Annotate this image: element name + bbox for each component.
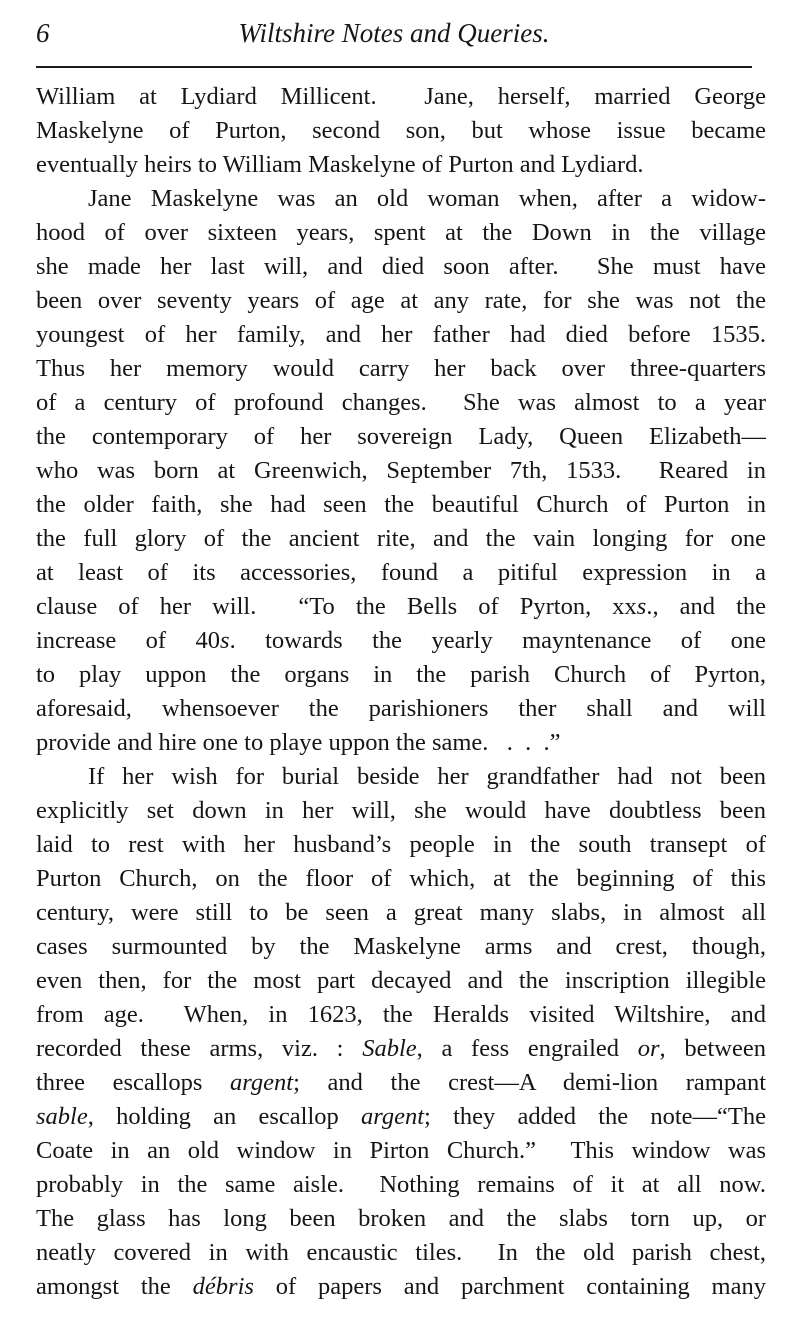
text-segment: increase of 40 [36,627,221,654]
text-segment: , holding an escallop [87,1103,361,1130]
text-line [36,556,766,590]
text-line [36,420,766,454]
text-segment: from age. When, in 1623, the Heralds visited Wiltshire, and [36,1001,766,1028]
text-line [36,318,766,352]
text-line [36,964,766,998]
italic-text-segment: argent [360,1103,425,1130]
text-line [36,896,766,930]
italic-text-segment: argent [230,1069,294,1096]
text-line [36,250,766,284]
text-segment: at least of its accessories, found a pitiful expression in a [36,559,766,586]
text-segment: who was born at Greenwich, September 7th, 1533. Reared in [36,457,766,484]
text-line [36,1100,766,1134]
text-line [36,590,766,624]
text-segment: aforesaid, whensoever the parishioners ther shall and will [36,695,766,722]
text-segment: recorded these arms, viz. : [36,1035,363,1062]
text-segment: provide and hire one to playe uppon the same. . . .” [36,729,561,756]
text-segment: clause of her will. “To the Bells of Pyrton, xx [36,593,637,620]
text-segment: Maskelyne of Purton, second son, but whose issue became [36,117,766,144]
text-segment: been over seventy years of age at any rate, for she was not the [36,287,766,314]
text-segment: the contemporary of her sovereign Lady, Queen Elizabeth— [36,423,766,450]
text-line [36,1202,766,1236]
text-segment: laid to rest with her husband’s people in the south transept of [36,831,766,858]
text-line [36,930,766,964]
text-segment: explicitly set down in her will, she would have doubtless been [36,797,766,824]
header-rule [36,66,752,68]
text-line [36,828,766,862]
text-line [36,794,766,828]
text-segment: Coate in an old window in Pirton Church.” This window was [36,1137,766,1164]
body-text [36,80,766,1304]
italic-text-segment: s [636,593,647,620]
running-title: Wiltshire Notes and Queries. [238,18,550,48]
text-line [36,624,766,658]
text-segment: ., and the [646,593,766,620]
text-segment: the older faith, she had seen the beautiful Church of Purton in [36,491,766,518]
italic-text-segment: Sable [362,1035,417,1062]
text-line [36,1236,766,1270]
text-line [36,760,766,794]
text-segment: Purton Church, on the floor of which, at the beginning of this [36,865,766,892]
text-segment: she made her last will, and died soon after. She must have [36,253,766,280]
text-line [36,726,766,760]
text-line [36,488,766,522]
text-segment: amongst the [36,1273,193,1300]
text-line [36,522,766,556]
text-line [36,148,766,182]
italic-text-segment: sable [36,1103,88,1130]
text-line [36,114,766,148]
text-segment: three escallops [36,1069,231,1096]
text-segment: William at Lydiard Millicent. Jane, herself, married George [36,83,766,110]
page-header [36,16,752,56]
text-line [36,862,766,896]
italic-text-segment: or [637,1035,660,1062]
text-line [36,1032,766,1066]
text-segment: youngest of her family, and her father had died before 1535. [36,321,766,348]
text-line [36,352,766,386]
text-line [36,1134,766,1168]
page-number: 6 [36,18,50,48]
text-segment: the full glory of the ancient rite, and the vain longing for one [36,525,766,552]
italic-text-segment: débris [192,1273,254,1300]
text-line [36,284,766,318]
text-segment: hood of over sixteen years, spent at the Down in the village [36,219,766,246]
text-segment: of a century of profound changes. She was almost to a year [36,389,766,416]
text-line [36,1066,766,1100]
text-segment: The glass has long been broken and the slabs torn up, or [36,1205,766,1232]
text-segment: ; and the crest—A demi-lion rampant [293,1069,766,1096]
text-segment: . towards the yearly mayntenance of one [229,627,766,654]
text-line [36,80,766,114]
text-line [36,1168,766,1202]
text-line [36,1270,766,1304]
text-segment: Jane Maskelyne was an old woman when, after a widow- [88,185,766,212]
text-segment: , a fess engrailed [416,1035,638,1062]
text-segment: Thus her memory would carry her back over three-quarters [36,355,766,382]
text-line [36,998,766,1032]
text-segment: eventually heirs to William Maskelyne of Purton and Lydiard. [36,151,644,178]
text-segment: to play uppon the organs in the parish Church of Pyrton, [36,661,766,688]
text-line [36,454,766,488]
text-segment: If her wish for burial beside her grandfather had not been [88,763,766,790]
text-line [36,182,766,216]
italic-text-segment: s [220,627,230,654]
text-segment: of papers and parchment containing many [253,1273,766,1300]
text-segment: even then, for the most part decayed and the inscription illegible [36,967,766,994]
text-line [36,386,766,420]
text-segment: century, were still to be seen a great many slabs, in almost all [36,899,766,926]
text-segment: neatly covered in with encaustic tiles. In the old parish chest, [36,1239,766,1266]
text-segment: probably in the same aisle. Nothing remains of it at all now. [36,1171,766,1198]
text-line [36,216,766,250]
text-segment: cases surmounted by the Maskelyne arms and crest, though, [36,933,766,960]
text-segment: ; they added the note—“The [424,1103,766,1130]
text-segment: , between [659,1035,766,1062]
text-line [36,692,766,726]
text-line [36,658,766,692]
